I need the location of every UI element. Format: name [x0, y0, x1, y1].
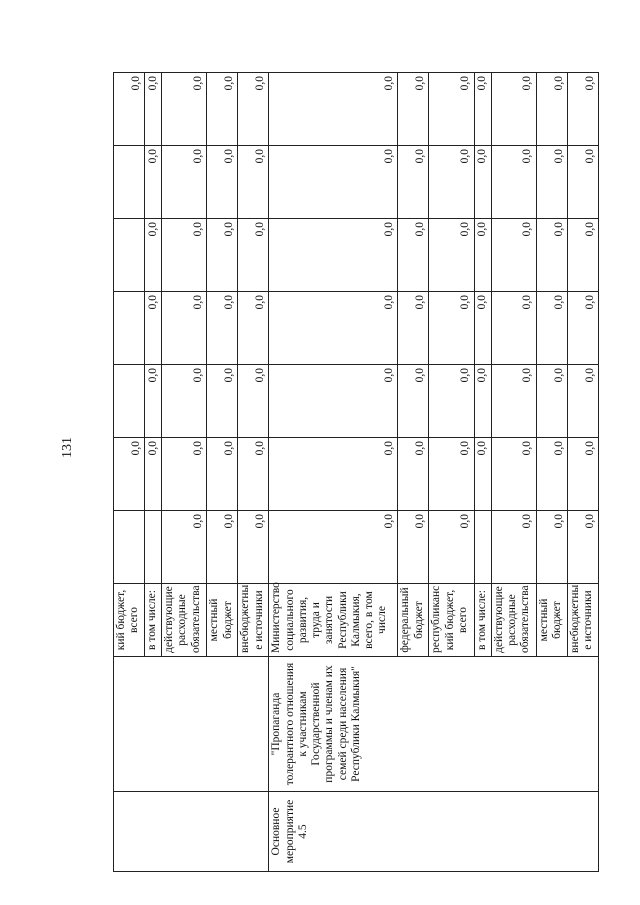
amount-cell: 0,0 — [238, 73, 269, 146]
funding-source: местный бюджет — [207, 584, 238, 657]
amount-cell: 0,0 — [474, 438, 491, 511]
amount-cell: 0,0 — [162, 219, 207, 292]
amount-cell: 0,0 — [567, 73, 598, 146]
amount-cell: 0,0 — [429, 146, 474, 219]
amount-cell: 0,0 — [491, 73, 536, 146]
amount-cell: 0,0 — [567, 292, 598, 365]
amount-cell: 0,0 — [145, 365, 162, 438]
amount-cell: 0,0 — [162, 438, 207, 511]
page-number: 131 — [60, 437, 75, 458]
amount-cell: 0,0 — [474, 292, 491, 365]
amount-cell: 0,0 — [162, 146, 207, 219]
amount-cell: 0,0 — [474, 365, 491, 438]
amount-cell: 0,0 — [398, 438, 429, 511]
amount-cell: 0,0 — [398, 292, 429, 365]
amount-cell: 0,0 — [536, 219, 567, 292]
amount-cell: 0,0 — [491, 365, 536, 438]
amount-cell: 0,0 — [238, 219, 269, 292]
amount-cell: 0,0 — [491, 146, 536, 219]
amount-cell: 0,0 — [269, 146, 398, 219]
first-group-title-cell — [114, 657, 269, 792]
amount-cell: 0,0 — [207, 73, 238, 146]
funding-source: действующие расходные обязательства — [162, 584, 207, 657]
amount-cell — [145, 511, 162, 584]
amount-cell: 0,0 — [238, 511, 269, 584]
amount-cell: 0,0 — [429, 365, 474, 438]
amount-cell: 0,0 — [398, 219, 429, 292]
table-body — [114, 73, 599, 872]
rotated-table-container — [113, 72, 599, 872]
funding-source: в том числе: — [145, 584, 162, 657]
amount-cell: 0,0 — [238, 146, 269, 219]
amount-cell — [114, 146, 145, 219]
amount-cell: 0,0 — [567, 511, 598, 584]
funding-source: в том числе: — [474, 584, 491, 657]
amount-cell: 0,0 — [162, 365, 207, 438]
amount-cell: 0,0 — [491, 292, 536, 365]
amount-cell: 0,0 — [536, 365, 567, 438]
amount-cell: 0,0 — [269, 365, 398, 438]
amount-cell — [474, 511, 491, 584]
funding-source: внебюджетны е источники — [567, 584, 598, 657]
amount-cell: 0,0 — [429, 292, 474, 365]
amount-cell: 0,0 — [536, 146, 567, 219]
amount-cell: 0,0 — [238, 292, 269, 365]
amount-cell: 0,0 — [398, 511, 429, 584]
funding-source: Министерство социального развития, труда и занятости Республики Калмыкия, всего, в том числе — [269, 584, 398, 657]
amount-cell: 0,0 — [567, 146, 598, 219]
amount-cell: 0,0 — [567, 365, 598, 438]
amount-cell: 0,0 — [145, 292, 162, 365]
table-row — [269, 73, 398, 872]
amount-cell — [114, 365, 145, 438]
amount-cell: 0,0 — [429, 438, 474, 511]
amount-cell: 0,0 — [238, 438, 269, 511]
amount-cell: 0,0 — [114, 73, 145, 146]
amount-cell: 0,0 — [114, 438, 145, 511]
amount-cell: 0,0 — [145, 146, 162, 219]
amount-cell: 0,0 — [536, 438, 567, 511]
amount-cell: 0,0 — [269, 292, 398, 365]
amount-cell: 0,0 — [567, 438, 598, 511]
first-group-label-cell — [114, 792, 269, 872]
funding-source: республиканс кий бюджет, всего — [429, 584, 474, 657]
funding-source: кий бюджет, всего — [114, 584, 145, 657]
amount-cell: 0,0 — [162, 292, 207, 365]
amount-cell — [114, 292, 145, 365]
amount-cell: 0,0 — [536, 73, 567, 146]
funding-source: действующие расходные обязательства — [491, 584, 536, 657]
amount-cell: 0,0 — [269, 438, 398, 511]
amount-cell — [114, 219, 145, 292]
activity-title: "Пропаганда толерантного отношения к участникам Государственной программы и членам их семей среди населения Республики Калмыкия" — [269, 657, 599, 792]
amount-cell: 0,0 — [567, 219, 598, 292]
amount-cell: 0,0 — [269, 73, 398, 146]
amount-cell: 0,0 — [145, 438, 162, 511]
amount-cell: 0,0 — [269, 511, 398, 584]
amount-cell: 0,0 — [491, 438, 536, 511]
amount-cell: 0,0 — [269, 219, 398, 292]
funding-source: федеральный бюджет — [398, 584, 429, 657]
amount-cell: 0,0 — [474, 219, 491, 292]
amount-cell: 0,0 — [162, 511, 207, 584]
amount-cell: 0,0 — [145, 219, 162, 292]
amount-cell: 0,0 — [474, 146, 491, 219]
amount-cell: 0,0 — [207, 292, 238, 365]
funding-source: внебюджетны е источники — [238, 584, 269, 657]
amount-cell: 0,0 — [429, 511, 474, 584]
amount-cell: 0,0 — [207, 146, 238, 219]
amount-cell: 0,0 — [207, 438, 238, 511]
amount-cell: 0,0 — [429, 219, 474, 292]
amount-cell: 0,0 — [238, 365, 269, 438]
amount-cell: 0,0 — [536, 511, 567, 584]
amount-cell: 0,0 — [398, 365, 429, 438]
budget-table — [113, 72, 599, 872]
amount-cell: 0,0 — [491, 219, 536, 292]
amount-cell: 0,0 — [398, 146, 429, 219]
amount-cell: 0,0 — [207, 511, 238, 584]
funding-source: местный бюджет — [536, 584, 567, 657]
amount-cell: 0,0 — [207, 219, 238, 292]
table-row — [114, 73, 145, 872]
activity-label: Основное мероприятие 4.5 — [269, 792, 599, 872]
amount-cell: 0,0 — [145, 73, 162, 146]
amount-cell: 0,0 — [429, 73, 474, 146]
amount-cell: 0,0 — [491, 511, 536, 584]
amount-cell: 0,0 — [398, 73, 429, 146]
amount-cell: 0,0 — [536, 292, 567, 365]
amount-cell: 0,0 — [474, 73, 491, 146]
amount-cell: 0,0 — [162, 73, 207, 146]
amount-cell — [114, 511, 145, 584]
amount-cell: 0,0 — [207, 365, 238, 438]
